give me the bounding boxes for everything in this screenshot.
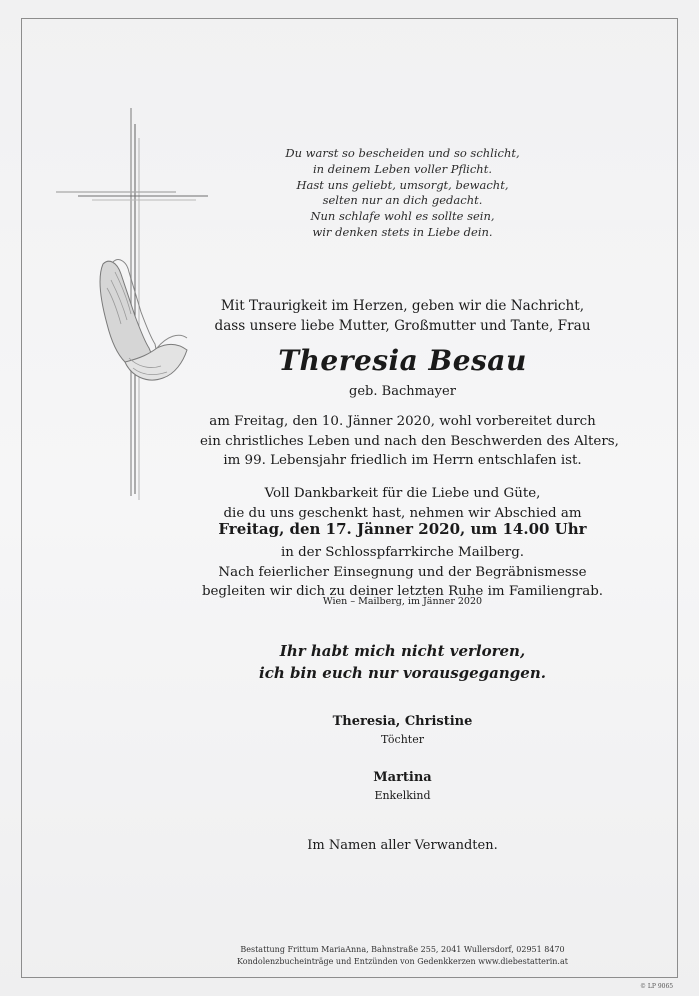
footer-line: Kondolenzbucheinträge und Entzünden von Gedenkkerzen www.diebestatterin.at (237, 957, 568, 966)
footer-line: Bestattung Frittum MariaAnna, Bahnstraße 255, 2041 Wullersdorf, 02951 8470 (240, 945, 565, 954)
announcement-intro (200, 296, 605, 336)
thanks-text (200, 484, 605, 523)
maiden-name: geb. Bachmayer (349, 384, 456, 399)
funeral-location (200, 543, 605, 602)
poem-line: Du warst so bescheiden und so schlicht, (285, 146, 520, 160)
mourner-relation: Töchter (381, 733, 424, 746)
location-line: begleiten wir dich zu deiner letzten Ruhe im Familiengrab. (201, 584, 604, 599)
poem-line: wir denken stets in Liebe dein. (312, 224, 493, 239)
mourner-name: Theresia, Christine (332, 714, 473, 729)
template-code: © LP 9065 (640, 983, 674, 990)
farewell-quote (200, 640, 605, 684)
death-details (200, 412, 619, 471)
intro-line: dass unsere liebe Mutter, Großmutter und Tante, Frau (214, 318, 591, 334)
poem-line: Nun schlafe wohl es sollte sein, (310, 209, 495, 224)
place-and-date: Wien – Mailberg, im Jänner 2020 (322, 596, 483, 607)
poem-line: in deinem Leben voller Pflicht. (313, 161, 492, 176)
intro-line: Mit Traurigkeit im Herzen, geben wir die Nachricht, (220, 298, 585, 314)
closing-line: Im Namen aller Verwandten. (307, 838, 498, 853)
mourner-relation: Enkelkind (374, 789, 431, 802)
location-line: Nach feierlicher Einsegnung und der Begräbnismesse (218, 564, 587, 580)
location-line: in der Schlosspfarrkirche Mailberg. (280, 545, 525, 560)
deceased-name: Theresia Besau (278, 344, 527, 377)
funeral-date: Freitag, den 17. Jänner 2020, um 14.00 Uhr (218, 520, 587, 538)
details-line: im 99. Lebensjahr friedlich im Herrn entschlafen ist. (223, 453, 582, 468)
poem-line: selten nur an dich gedacht. (322, 193, 483, 208)
poem (200, 146, 605, 241)
details-line: am Freitag, den 10. Jänner 2020, wohl vorbereitet durch (209, 414, 596, 429)
thanks-line: die du uns geschenkt hast, nehmen wir Abschied am (223, 505, 582, 521)
mourner-name: Martina (373, 770, 432, 785)
thanks-line: Voll Dankbarkeit für die Liebe und Güte, (264, 486, 541, 501)
quote-line: ich bin euch nur vorausgegangen. (259, 664, 546, 682)
quote-line: Ihr habt mich nicht verloren, (279, 642, 526, 660)
funeral-home-footer (200, 944, 605, 968)
mourner-group (200, 770, 605, 802)
poem-line: Hast uns geliebt, umsorgt, bewacht, (296, 177, 509, 192)
details-line: ein christliches Leben und nach den Beschwerden des Alters, (200, 433, 619, 449)
praying-hands-icon (95, 258, 190, 388)
mourner-group (200, 714, 605, 746)
